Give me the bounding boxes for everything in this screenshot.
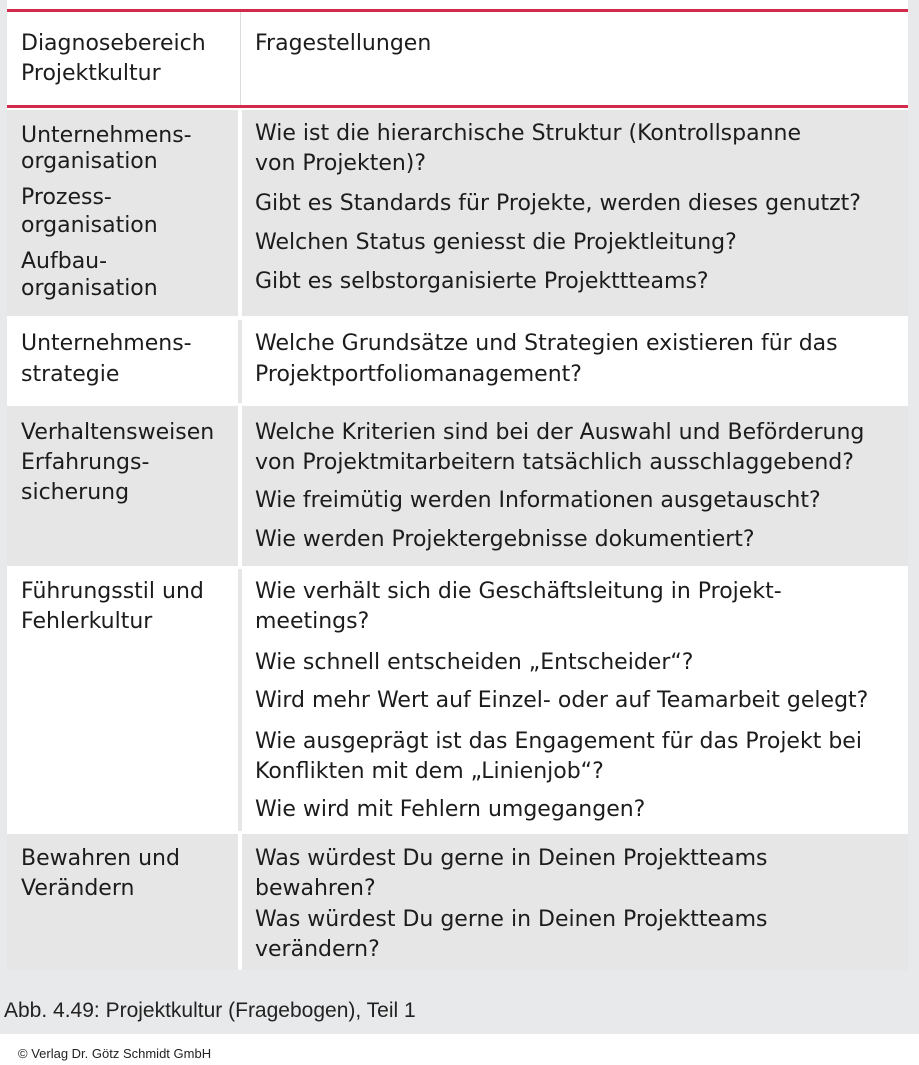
question-line: verändern? (255, 937, 380, 962)
header-red-rule (7, 105, 908, 108)
area-line: Aufbau- (21, 249, 108, 274)
question-line: Gibt es selbstorganisierte Projekttteams? (255, 269, 709, 294)
header-area-line-1: Diagnosebereich (21, 31, 206, 56)
row-column-divider (238, 320, 242, 403)
question-line: Wie ausgeprägt ist das Engagement für das Projekt bei (255, 729, 862, 754)
question-line: Wie ist die hierarchische Struktur (Kontrollspanne (255, 121, 802, 146)
area-line: Verhaltensweisen (21, 420, 215, 445)
table-row (7, 110, 908, 316)
question-line: Was würdest Du gerne in Deinen Projektteams (255, 907, 768, 932)
question-line: Wie wird mit Fehlern umgegangen? (255, 797, 646, 822)
figure-caption: Abb. 4.49: Projektkultur (Fragebogen), Teil 1 (4, 999, 416, 1022)
area-line: organisation (21, 149, 158, 174)
area-cell (7, 834, 238, 970)
questions-cell (242, 834, 908, 970)
area-line: Führungsstil und (21, 579, 204, 604)
header-area-line-2: Projektkultur (21, 61, 161, 86)
header-cell-questions (242, 10, 908, 106)
questions-cell (242, 320, 908, 403)
area-line: Unternehmens- (21, 331, 192, 356)
question-line: meetings? (255, 609, 370, 634)
question-line: Wie verhält sich die Geschäftsleitung in Projekt- (255, 579, 782, 604)
area-line: Prozess- (21, 185, 112, 210)
question-line: Gibt es Standards für Projekte, werden dieses genutzt? (255, 191, 861, 216)
question-line: Welche Grundsätze und Strategien existieren für das (255, 331, 838, 356)
area-line: organisation (21, 276, 158, 301)
question-line: von Projekten)? (255, 151, 427, 176)
table-row (7, 320, 908, 403)
question-line: von Projektmitarbeitern tatsächlich ausschlaggebend? (255, 450, 854, 475)
questionnaire-table (7, 0, 908, 970)
top-red-rule (7, 9, 908, 12)
question-line: Wie werden Projektergebnisse dokumentiert? (255, 527, 755, 552)
area-line: sicherung (21, 480, 130, 505)
header-cell-area (7, 10, 238, 106)
questions-cell (242, 406, 908, 566)
area-cell (7, 406, 238, 566)
area-line: Erfahrungs- (21, 450, 150, 475)
questions-cell (242, 569, 908, 831)
table-row (7, 569, 908, 831)
area-line: Bewahren und (21, 846, 180, 871)
table-row (7, 406, 908, 566)
question-line: Wird mehr Wert auf Einzel- oder auf Teamarbeit gelegt? (255, 688, 869, 713)
area-line: Fehlerkultur (21, 609, 153, 634)
area-cell (7, 320, 238, 403)
table-header-row (7, 10, 908, 106)
row-column-divider (238, 569, 242, 831)
question-line: Was würdest Du gerne in Deinen Projektteams (255, 846, 768, 871)
questions-cell (242, 110, 908, 316)
table-row (7, 834, 908, 970)
question-line: Wie freimütig werden Informationen ausgetauscht? (255, 488, 821, 513)
area-line: strategie (21, 362, 120, 387)
question-line: Welche Kriterien sind bei der Auswahl und Beförderung (255, 420, 865, 445)
header-column-divider (240, 10, 241, 106)
question-line: bewahren? (255, 876, 376, 901)
area-cell (7, 569, 238, 831)
area-line: organisation (21, 213, 158, 238)
question-line: Projektportfoliomanagement? (255, 362, 582, 387)
area-line: Unternehmens- (21, 123, 192, 148)
area-cell (7, 110, 238, 316)
question-line: Welchen Status geniesst die Projektleitung? (255, 230, 737, 255)
header-questions-label: Fragestellungen (255, 31, 432, 56)
question-line: Konflikten mit dem „Linienjob“? (255, 759, 604, 784)
copyright-notice: © Verlag Dr. Götz Schmidt GmbH (18, 1046, 212, 1061)
question-line: Wie schnell entscheiden „Entscheider“? (255, 650, 694, 675)
area-line: Verändern (21, 876, 135, 901)
